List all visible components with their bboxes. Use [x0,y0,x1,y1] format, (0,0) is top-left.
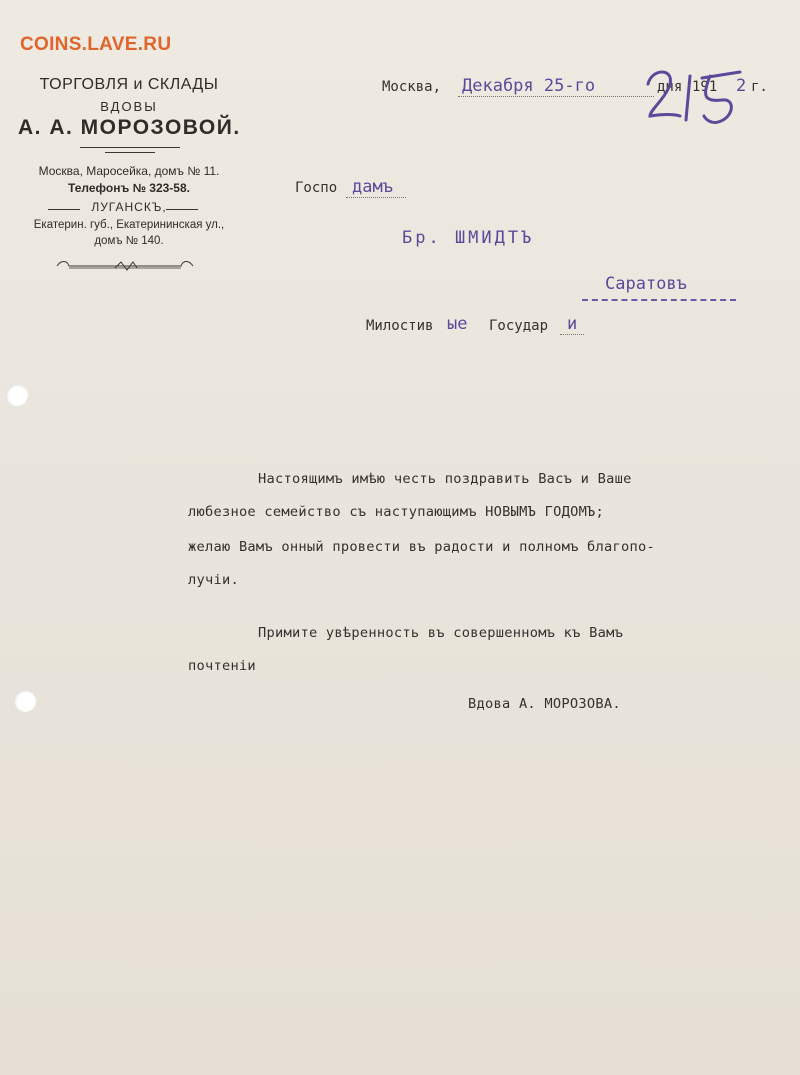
letterhead-ornament-icon [55,258,195,274]
greeting-fill1: ые [447,314,468,334]
letterhead-branch: ЛУГАНСКЪ, [91,200,167,214]
punch-hole [6,384,28,406]
dateline-day-word: дня [657,79,683,95]
watermark: COINS.LAVE.RU [20,34,172,55]
body-line: почтеніи [188,658,256,674]
greeting-fill2: и [567,314,578,334]
dateline-date-filled: Декабря 25-го [462,76,596,96]
letterhead-branch-address: Екатерин. губ., Екатерининская ул., [33,219,225,231]
letterhead-widow-line: ВДОВЫ [100,99,158,114]
body-line: Настоящимъ имѣю честь поздравить Васъ и Ваше [258,471,632,487]
letterhead-trade-line: ТОРГОВЛЯ и СКЛАДЫ [39,76,219,93]
body-line: любезное семейство съ наступающимъ НОВЫМЪ ГОДОМЪ; [188,504,605,520]
recipient-city: Саратовъ [605,274,687,294]
salutation-fill: дамъ [352,177,393,197]
letterhead-name: А. А. МОРОЗОВОЙ. [18,116,241,139]
salutation-prefix: Госпо [295,180,338,196]
greeting-word2: Государ [489,318,549,334]
dateline-year-digit: 2 [736,76,747,96]
letterhead-rule [80,147,180,148]
body-line: желаю Вамъ онный провести въ радости и полномъ благопо- [188,539,655,555]
punch-hole [14,690,36,712]
greeting-word1: Милостив [366,318,434,334]
letterhead-address: Москва, Маросейка, домъ № 11. [38,164,220,178]
body-line: лучіи. [188,572,239,588]
recipient-name: Бр. ШМИДТЪ [402,228,535,248]
letterhead-rule [105,152,155,153]
letterhead-branch-house: домъ № 140. [94,235,164,247]
signature: Вдова А. МОРОЗОВА. [468,696,621,712]
handwritten-number-icon [640,62,750,142]
dateline-year-prefix: 191 [692,79,718,95]
body-line: Примите увѣренность въ совершенномъ къ Вамъ [258,625,624,641]
letterhead-phone: Телефонъ № 323-58. [68,181,190,195]
dateline-city: Москва, [382,79,442,95]
dateline-year-suffix: г. [751,79,768,95]
